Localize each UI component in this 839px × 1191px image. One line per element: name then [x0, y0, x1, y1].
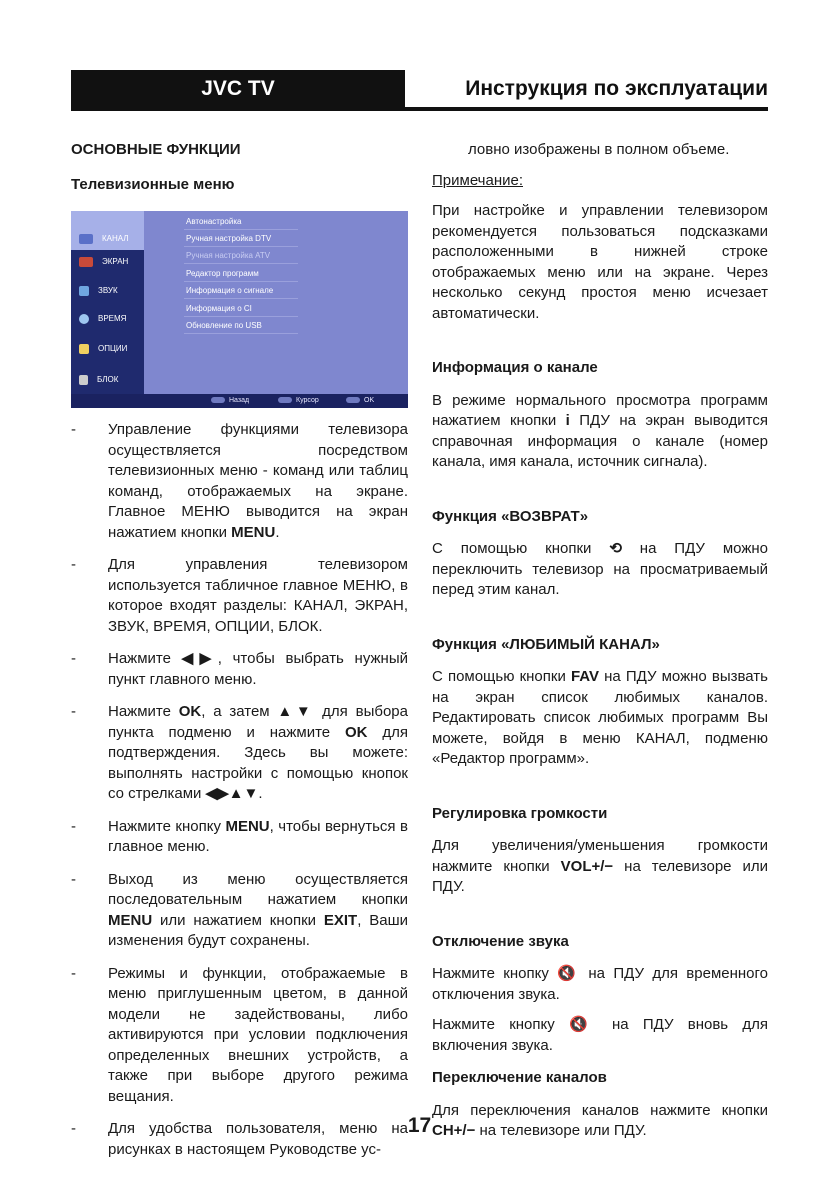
list-item: - Управление функциями телевизора осуществляется посредством телевизионных меню - команд или таблиц команд, отображаемых на экране. Главное МЕНЮ выводится на экран нажатием кнопки MENU. [71, 421, 408, 541]
channel-icon [79, 234, 93, 244]
tv-submenu-item: Информация о сигнале [184, 284, 298, 299]
section-body: Нажмите кнопку 🔇 на ПДУ для временного отключения звука. [432, 965, 768, 1003]
section-body: С помощью кнопки ⟲ на ПДУ можно переключить телевизор на просматриваемый перед этим канал. [432, 540, 768, 598]
footer-ok: OK [346, 394, 374, 408]
list-item: - Для управления телевизором используется табличное главное МЕНЮ, в которое входят разделы: КАНАЛ, ЭКРАН, ЗВУК, ВРЕМЯ, ОПЦИИ, БЛОК. [71, 556, 408, 635]
list-item: - Нажмите кнопку MENU, чтобы вернуться в главное меню. [71, 817, 408, 855]
list-item: - Режимы и функции, отображаемые в меню приглушенным цветом, в данной модели не задействованы, либо активируются при условии подключения определенных внешних устройств, а также при выборе другого режима вещания. [71, 964, 408, 1105]
mute-icon: 🔇 [557, 965, 581, 982]
tv-menu-item-channel: КАНАЛ [79, 232, 143, 246]
tv-menu-illustration [71, 211, 408, 408]
tv-submenu-item: Редактор программ [184, 267, 298, 282]
page-header [71, 70, 768, 110]
list-item: - Выход из меню осуществляется последовательным нажатием кнопки MENU или нажатием кнопки EXIT, Ваши изменения будут сохранены. [71, 870, 408, 949]
section-return [432, 507, 768, 601]
section-favorite [432, 635, 768, 770]
star-icon [79, 344, 89, 354]
list-item: - Нажмите OK, а затем ▲▼ для выбора пункта подменю и нажмите OK для подтверждения. Здесь вы можете: выполнять настройки с помощью кнопок со стрелками ◀▶▲▼. [71, 703, 409, 802]
tv-submenu-item: Ручная настройка DTV [184, 232, 298, 247]
list-item: - Нажмите ◀▶, чтобы выбрать нужный пункт главного меню. [71, 650, 408, 688]
section-heading: Информация о канале [432, 359, 598, 376]
left-column [71, 140, 408, 1172]
tv-menu-item-sound: ЗВУК [79, 284, 143, 298]
lock-icon [79, 375, 88, 385]
return-icon: ⟲ [609, 540, 622, 557]
tv-menu-item-time: ВРЕМЯ [79, 312, 143, 326]
tv-submenu-item: Автонастройка [184, 215, 298, 230]
section-volume [432, 804, 768, 898]
header-rule [71, 107, 768, 111]
page-number: 17 [407, 1114, 432, 1137]
section-body: В режиме нормального просмотра программ нажатием кнопки i ПДУ на экран выводится справочная информация о канале (номер канала, имя канала, источник сигнала). [432, 391, 768, 470]
instruction-list [71, 420, 408, 1160]
right-column [432, 140, 768, 1142]
document-title: Инструкция по эксплуатации [465, 77, 768, 100]
footer-back: Назад [211, 394, 249, 408]
tv-menu-item-options: ОПЦИИ [79, 342, 143, 356]
brand-title: JVC TV [71, 70, 405, 107]
section-body: Нажмите кнопку 🔇 на ПДУ вновь для включения звука. [432, 1016, 768, 1054]
tv-menu-item-screen: ЭКРАН [79, 255, 143, 269]
tv-submenu-item: Обновление по USB [184, 319, 298, 334]
footer-cursor: Курсор [278, 394, 319, 408]
section-channel-info [432, 358, 768, 473]
section-body: Для увеличения/уменьшения громкости нажмите кнопки VOL+/− на телевизоре или ПДУ. [432, 837, 769, 895]
subsection-title: Телевизионные меню [71, 175, 235, 193]
section-body: Для переключения каналов нажмите кнопки CH+/− на телевизоре или ПДУ. [432, 1101, 768, 1139]
clock-icon [79, 314, 89, 324]
screen-icon [79, 257, 93, 267]
section-heading: Функция «ВОЗВРАТ» [432, 507, 589, 525]
note-label: Примечание: [432, 171, 523, 189]
tv-submenu-item: Ручная настройка ATV [184, 249, 298, 264]
note-text: При настройке и управлении телевизором рекомендуется пользоваться подсказками расположенными в нижней строке отображаемых меню или на экране. Через несколько секунд простоя меню исчезает автоматически. [432, 202, 768, 322]
section-heading: Переключение каналов [432, 1069, 607, 1086]
section-heading: Отключение звука [432, 932, 569, 950]
tv-menu-footer [71, 394, 408, 408]
section-body: С помощью кнопки FAV на ПДУ можно вызвать на экран список любимых каналов. Редактировать список любимых программ Вы можете, войдя в меню КАНАЛ, подменю «Редактор программ». [432, 668, 768, 767]
section-heading: Функция «ЛЮБИМЫЙ КАНАЛ» [432, 635, 660, 653]
tv-menu-item-lock: БЛОК [79, 373, 143, 387]
section-mute [432, 932, 768, 1057]
section-title: ОСНОВНЫЕ ФУНКЦИИ [71, 141, 241, 158]
continuation-text: ловно изображены в полном объеме. [468, 141, 730, 158]
tv-submenu-item: Информация о CI [184, 302, 298, 317]
sound-icon [79, 286, 89, 296]
section-heading: Регулировка громкости [432, 804, 608, 822]
mute-icon: 🔇 [568, 1016, 598, 1033]
list-item: - Для удобства пользователя, меню на рисунках в настоящем Руководстве ус- [71, 1120, 408, 1158]
